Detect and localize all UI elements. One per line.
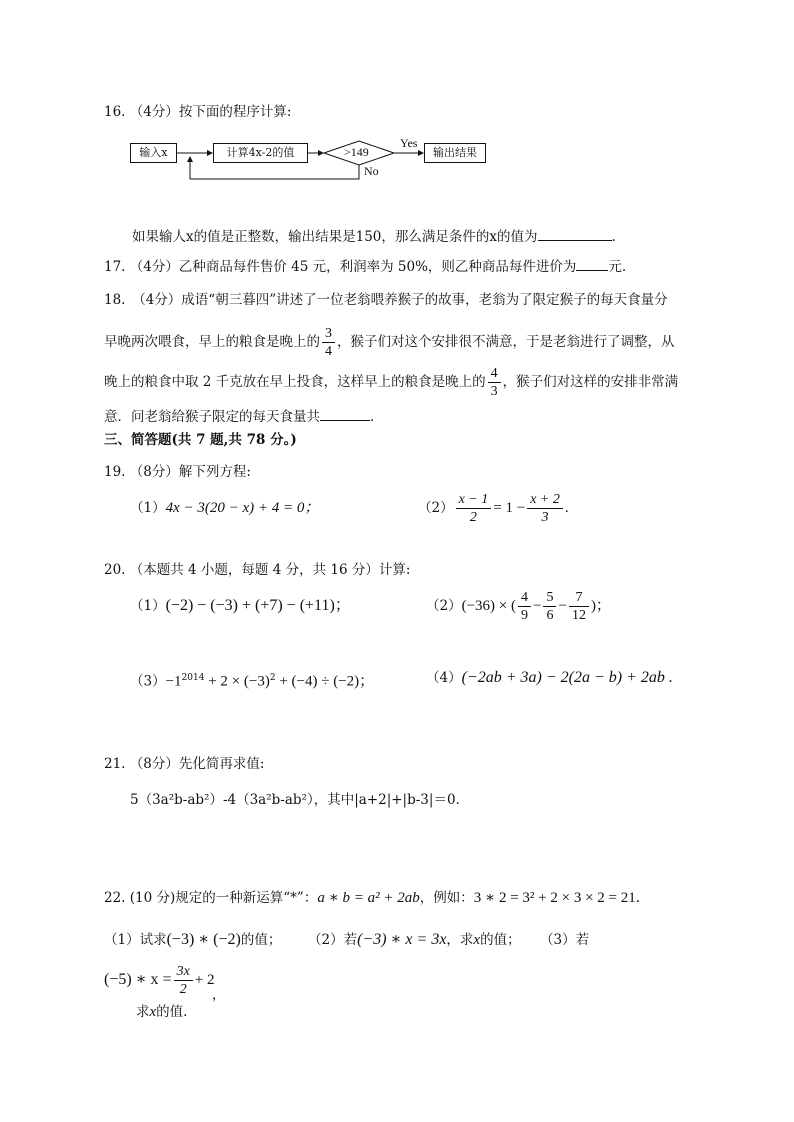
q22-line4: [136, 1002, 187, 1022]
q20-p3-b: + 2 × (−3): [204, 673, 270, 690]
flow-compute-box: 计算4x-2的值: [213, 143, 308, 163]
q17-text: 17. （4分）乙种商品每件售价 45 元，利润率为 50%，则乙种商品每件进价为: [104, 259, 577, 275]
q17-end: 元.: [608, 259, 627, 275]
q22-p1-expr: (−3) ∗ (−2): [166, 931, 241, 948]
q16-body-text: 如果输人x的值是正整数，输出结果是150，那么满足条件的x的值为: [132, 229, 538, 245]
frac-denominator: 2: [456, 508, 492, 526]
q20-p1-label: （1）: [130, 598, 166, 614]
q16-answer-blank[interactable]: [538, 226, 612, 241]
q18-line3b: ，猴子们对这样的安排非常满: [502, 374, 679, 390]
q20-p3-label: （3）: [130, 673, 166, 690]
flow-output-box: 输出结果: [424, 143, 486, 163]
q20-p3-c: + (−4) ÷ (−2)；: [275, 673, 375, 690]
frac-denominator: 9: [518, 606, 531, 624]
q18-line3: [104, 364, 678, 400]
q22-p3-var: x: [149, 1004, 157, 1020]
q21-header: 21. （8分）先化简再求值:: [104, 756, 265, 772]
q22-line1e: .: [635, 890, 641, 906]
frac-denominator: 4: [322, 342, 335, 360]
q18-line2a: 早晚两次喂食，早上的粮食是晚上的: [104, 334, 320, 350]
section-3-title: 三、简答题(共 7 题,共 78 分。): [104, 432, 297, 448]
frac-numerator: 4: [521, 590, 528, 605]
q18-line1: 18. （4分）成语“朝三暮四”讲述了一位老翁喂养猴子的故事，老翁为了限定猴子的每天食量分: [104, 292, 668, 308]
q16-header: 16. （4分）按下面的程序计算:: [104, 104, 292, 120]
q22-p2-label: （2）若: [308, 932, 358, 948]
q19-p1-expr: 4x − 3(20 − x) + 4 = 0；: [165, 500, 320, 516]
q22-p1-end: 的值；: [240, 932, 282, 948]
q20-p1-expr: (−2) − (−3) + (+7) − (+11)；: [165, 597, 351, 614]
q22-p3-ask: 求: [136, 1004, 150, 1020]
q22-line1: [104, 888, 640, 908]
q20-p2-frac1: [518, 589, 531, 624]
q22-p3-end: 的值.: [156, 1004, 188, 1020]
q19-part1: [130, 498, 319, 518]
q22-line2: [104, 930, 281, 950]
q21-expr: 5（3a²b-ab²）-4（3a²b-ab²），其中|a+2|+|b-3|＝0.: [130, 792, 460, 808]
q22-line1c: ，例如：: [419, 890, 474, 906]
q18-end: ．: [370, 409, 384, 425]
q22-example-expr: 3 ∗ 2 = 3² + 2 × 3 × 2 = 21: [473, 890, 636, 906]
frac-denominator: 2: [174, 980, 193, 998]
q18-fraction-4-3: [488, 365, 501, 400]
q18-line2: [104, 324, 675, 360]
frac-numerator: 3: [325, 326, 332, 341]
q20-p2-frac2: [543, 589, 556, 624]
q20-part2: （2）(−36) × ( $\frac{4}{9}$ − $\frac{5}{6}$ − $\frac{7}{12}$ )；: [426, 590, 611, 623]
q18-line4: [104, 406, 384, 427]
q18-line3a: 晚上的粮食中取 2 千克放在早上投食，这样早上的粮食是晚上的: [104, 374, 486, 390]
q22-def-expr: a ∗ b = a² + 2ab: [317, 890, 420, 906]
flow-yes-label: Yes: [400, 136, 418, 150]
q18-line4-text: 意．问老翁给猴子限定的每天食量共: [104, 409, 320, 425]
q22-line2-part2: [308, 930, 521, 950]
q20-header: 20. （本题共 4 小题，每题 4 分，共 16 分）计算:: [104, 562, 411, 578]
q16-end: .: [611, 229, 616, 245]
q20-part1: [130, 596, 351, 616]
frac-denominator: 3: [488, 382, 501, 400]
q19-part2: [418, 488, 569, 528]
q20-p2-pre: (−36) × (: [461, 598, 516, 614]
frac-numerator: 4: [490, 366, 498, 381]
q22-p3-pre: (−5) ∗ x =: [104, 971, 172, 988]
q20-p3-a: −1: [165, 673, 182, 690]
q20-p4-label: （4）: [426, 670, 462, 686]
q16-body: [132, 226, 616, 247]
q22-p3-frac: [174, 963, 193, 998]
frac-numerator: x − 1: [458, 492, 489, 507]
q22-p2-end2: 的值；: [480, 932, 521, 948]
q20-p3-exp2: 2: [269, 673, 276, 683]
q18-fraction-3-4: [322, 325, 335, 360]
q22-line3: [104, 960, 215, 1000]
frac-numerator: 5: [546, 590, 554, 605]
q19-p1-label: （1）: [130, 500, 166, 516]
q20-p3-exp1: 2014: [181, 673, 205, 683]
q19-header: 19. （8分）解下列方程:: [104, 464, 251, 480]
frac-denominator: 12: [569, 606, 589, 624]
q19-p2-mid: = 1 −: [493, 500, 526, 516]
frac-denominator: 6: [543, 606, 556, 624]
q19-p2-frac1: [456, 491, 492, 526]
q22-p2-expr: (−3) ∗ x = 3x: [357, 931, 447, 948]
q20-p2-label: （2）: [426, 598, 462, 614]
q19-p2-label: （2）: [418, 500, 454, 516]
q17-line: [104, 256, 626, 277]
q22-p3-comma: ，: [212, 987, 226, 1003]
frac-denominator: 3: [527, 508, 563, 526]
q20-p4-expr: (−2ab + 3a) − 2(2a − b) + 2ab .: [461, 669, 673, 686]
frac-numerator: 3x: [176, 964, 190, 979]
q20-part4: [426, 668, 673, 688]
q18-line2b: ，猴子们对这个安排很不满意，于是老翁进行了调整，从: [337, 334, 675, 350]
q20-part3: [130, 668, 374, 692]
frac-numerator: x + 2: [530, 492, 560, 507]
q19-p2-end: .: [564, 500, 569, 516]
q22-p1-label: （1）试求: [104, 932, 167, 948]
q17-answer-blank[interactable]: [576, 256, 608, 271]
q22-p3-label: （3）若: [540, 932, 590, 948]
q20-p2-frac3: [569, 589, 589, 624]
q18-answer-blank[interactable]: [320, 406, 370, 421]
q22-line1a: 22. (10 分)规定的一种新运算“*”：: [104, 890, 318, 906]
q22-p2-var: x: [473, 932, 481, 948]
q19-p2-frac2: [527, 491, 563, 526]
q20-p2-post: )；: [590, 598, 611, 614]
frac-numerator: 7: [575, 590, 583, 605]
flow-input-box: 输入x: [130, 143, 177, 163]
q22-p3-post: + 2: [194, 972, 215, 988]
flow-no-label: No: [364, 164, 379, 178]
flowchart: [130, 136, 510, 186]
q22-p2-end: ，求: [446, 932, 474, 948]
flow-condition-label: >149: [344, 145, 369, 159]
